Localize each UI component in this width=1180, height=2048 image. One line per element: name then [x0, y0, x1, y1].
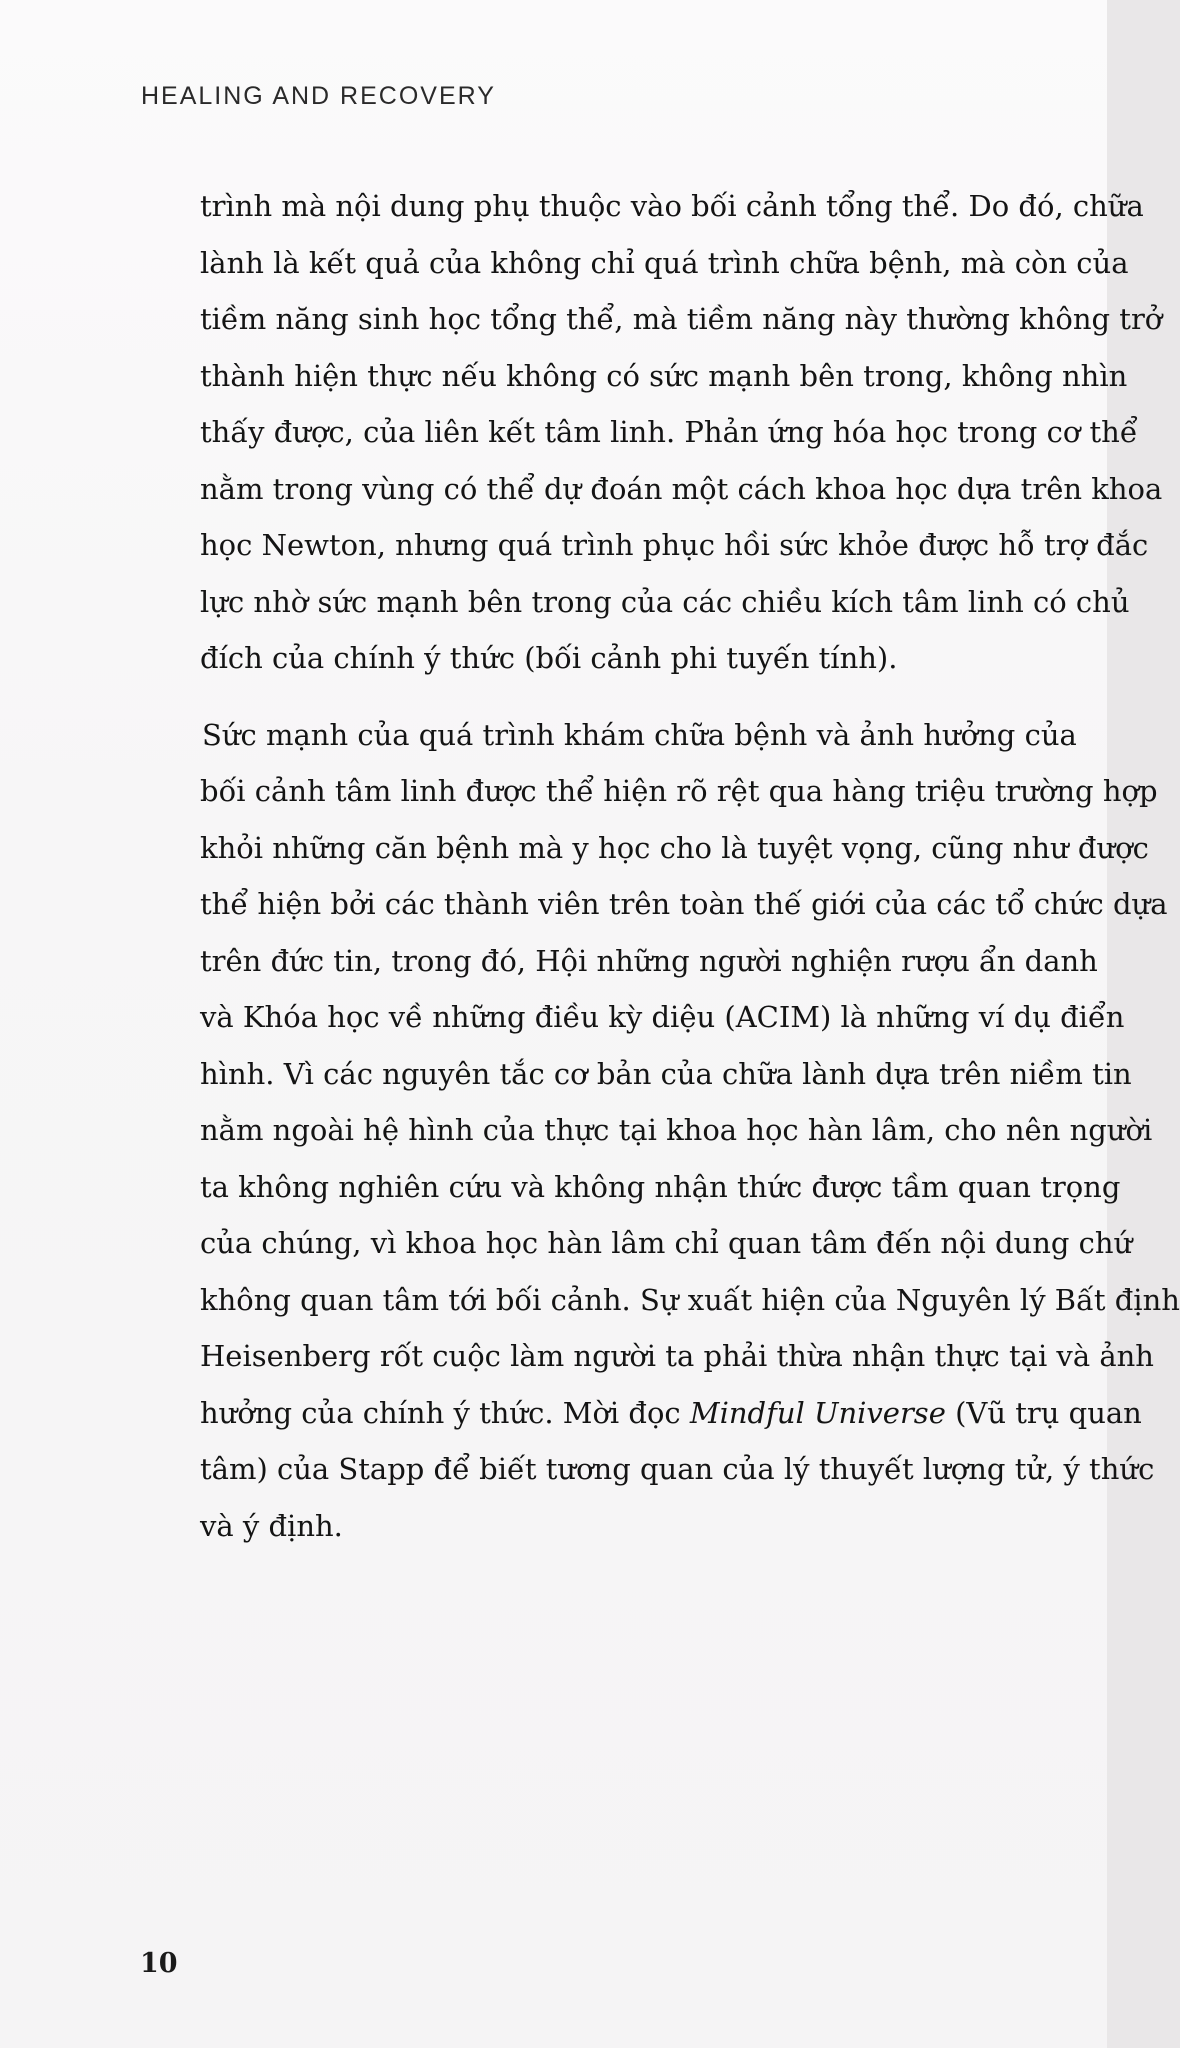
text-line: bối cảnh tâm linh được thể hiện rõ rệt qua hàng triệu trường hợp	[200, 774, 1158, 808]
text-segment: hưởng của chính ý thức. Mời đọc	[200, 1395, 690, 1430]
paragraph-2	[200, 707, 1180, 1555]
text-line: và ý định.	[200, 1508, 343, 1543]
text-line: lực nhờ sức mạnh bên trong của các chiều kích tâm linh có chủ	[200, 584, 1130, 619]
text-line: đích của chính ý thức (bối cảnh phi tuyến tính).	[200, 641, 898, 675]
text-line: trình mà nội dung phụ thuộc vào bối cảnh tổng thể. Do đó, chữa	[200, 189, 1144, 223]
book-title-italic: Mindful Universe	[689, 1395, 946, 1430]
text-line: Heisenberg rốt cuộc làm người ta phải thừa nhận thực tại và ảnh	[200, 1339, 1154, 1373]
text-line: ta không nghiên cứu và không nhận thức được tầm quan trọng	[200, 1169, 1121, 1204]
text-line: khỏi những căn bệnh mà y học cho là tuyệt vọng, cũng như được	[200, 830, 1149, 865]
paragraph-1	[200, 178, 1163, 687]
text-line-with-italic	[200, 1385, 1142, 1442]
text-segment: (Vũ trụ quan	[945, 1395, 1142, 1430]
text-line: lành là kết quả của không chỉ quá trình chữa bệnh, mà còn của	[200, 245, 1129, 280]
text-line: thấy được, của liên kết tâm linh. Phản ứng hóa học trong cơ thể	[200, 415, 1138, 449]
running-head: HEALING AND RECOVERY	[141, 82, 496, 110]
text-line-first-text: Sức mạnh của quá trình khám chữa bệnh và ảnh hưởng của	[202, 717, 1077, 752]
text-line: hình. Vì các nguyên tắc cơ bản của chữa lành dựa trên niềm tin	[200, 1056, 1132, 1091]
text-line-first	[200, 707, 1077, 764]
text-line: nằm trong vùng có thể dự đoán một cách khoa học dựa trên khoa	[200, 471, 1163, 506]
body-text	[200, 178, 1180, 1554]
text-line: học Newton, nhưng quá trình phục hồi sức khỏe được hỗ trợ đắc	[200, 528, 1149, 562]
text-line: của chúng, vì khoa học hàn lâm chỉ quan tâm đến nội dung chứ	[200, 1226, 1133, 1260]
page-number: 10	[140, 1948, 178, 1979]
text-line: trên đức tin, trong đó, Hội những người nghiện rượu ẩn danh	[200, 943, 1098, 978]
text-line: thể hiện bởi các thành viên trên toàn thế giới của các tổ chức dựa	[200, 887, 1168, 921]
text-line: nằm ngoài hệ hình của thực tại khoa học hàn lâm, cho nên người	[200, 1113, 1153, 1147]
text-line: không quan tâm tới bối cảnh. Sự xuất hiện của Nguyên lý Bất định	[200, 1282, 1180, 1317]
text-line: thành hiện thực nếu không có sức mạnh bên trong, không nhìn	[200, 358, 1128, 393]
text-line: tiềm năng sinh học tổng thể, mà tiềm năng này thường không trở	[200, 302, 1163, 336]
text-line: tâm) của Stapp để biết tương quan của lý thuyết lượng tử, ý thức	[200, 1452, 1155, 1486]
text-line: và Khóa học về những điều kỳ diệu (ACIM) là những ví dụ điển	[200, 1000, 1125, 1034]
